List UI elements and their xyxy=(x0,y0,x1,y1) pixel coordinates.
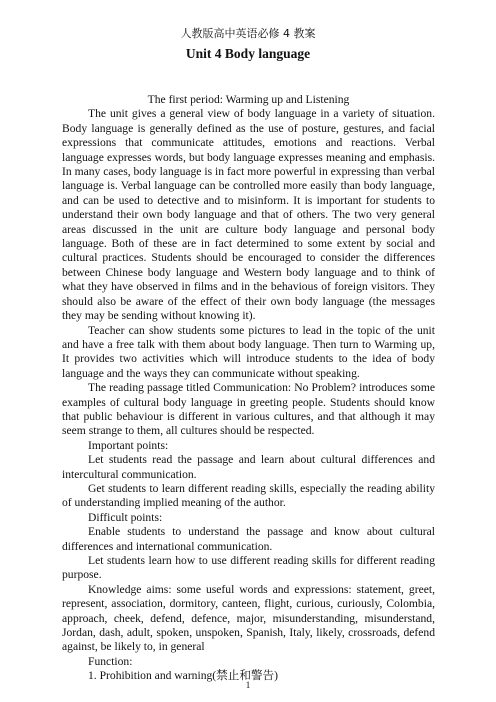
paragraph: 1. Prohibition and warning(禁止和警告) xyxy=(88,669,278,683)
paragraph-heading: Important points: xyxy=(88,438,169,452)
paragraph-heading: Function: xyxy=(88,654,133,668)
paragraph: Enable students to understand the passage and know about cultural differences and international communication. xyxy=(62,525,435,553)
document-title: Unit 4 Body language xyxy=(185,46,311,61)
section-subtitle: The first period: Warming up and Listening xyxy=(147,93,350,106)
paragraph: The reading passage titled Communication: No Problem? introduces some examples of cultural body language in greeting people. Students should know that public behaviour is different in various cultures, and that although it may seem strange to them, all cultures should be respected. xyxy=(62,381,435,438)
paragraph: Let students learn how to use different reading skills for different reading purpose. xyxy=(62,554,435,582)
paragraph-heading: Difficult points: xyxy=(88,510,163,524)
document-body xyxy=(62,93,435,684)
page-header: 人教版高中英语必修 4 教案 xyxy=(180,27,316,40)
paragraph: Get students to learn different reading skills, especially the reading ability of understanding implied meaning of the author. xyxy=(62,481,435,510)
paragraph: Teacher can show students some pictures to lead in the topic of the unit and have a free talk with them about body language. Then turn to Warming up, It provides two activities which will introduce students to the idea of body language and the ways they can communicate without speaking. xyxy=(62,323,435,380)
paragraph: Let students read the passage and learn about cultural differences and intercultural communication. xyxy=(62,453,435,481)
page-number: 1 xyxy=(245,680,251,690)
paragraph: The unit gives a general view of body language in a variety of situation. Body language is generally defined as the use of posture, gestures, and facial expressions that communicate attitudes, emotions and reactions. Verbal language expresses words, but body language expresses meaning and emphasis. In many cases, body language is in fact more powerful in expressing than verbal language is. Verbal language can be controlled more easily than body language, and can be used to detective and to misinform. It is important for students to understand their own body language and that of others. The two very general areas discussed in the unit are culture body language and personal body language. Both of these are in fact determined to some extent by social and cultural practices. Students should be encouraged to consider the differences between Chinese body language and Western body language and to think of what they have observed in films and in the behavious of foreign visitors. They should also be aware of the effect of their own body language (the messages they may be sending without knowing it). xyxy=(62,107,435,323)
paragraph: Knowledge aims: some useful words and expressions: statement, greet, represent, association, dormitory, canteen, flight, curious, curiously, Colombia, approach, cheek, defend, defence, major, misunderstanding, misunderstand, Jordan, dash, adult, spoken, unspoken, Spanish, Italy, likely, crossroads, defend against, be likely to, in general xyxy=(62,582,435,654)
